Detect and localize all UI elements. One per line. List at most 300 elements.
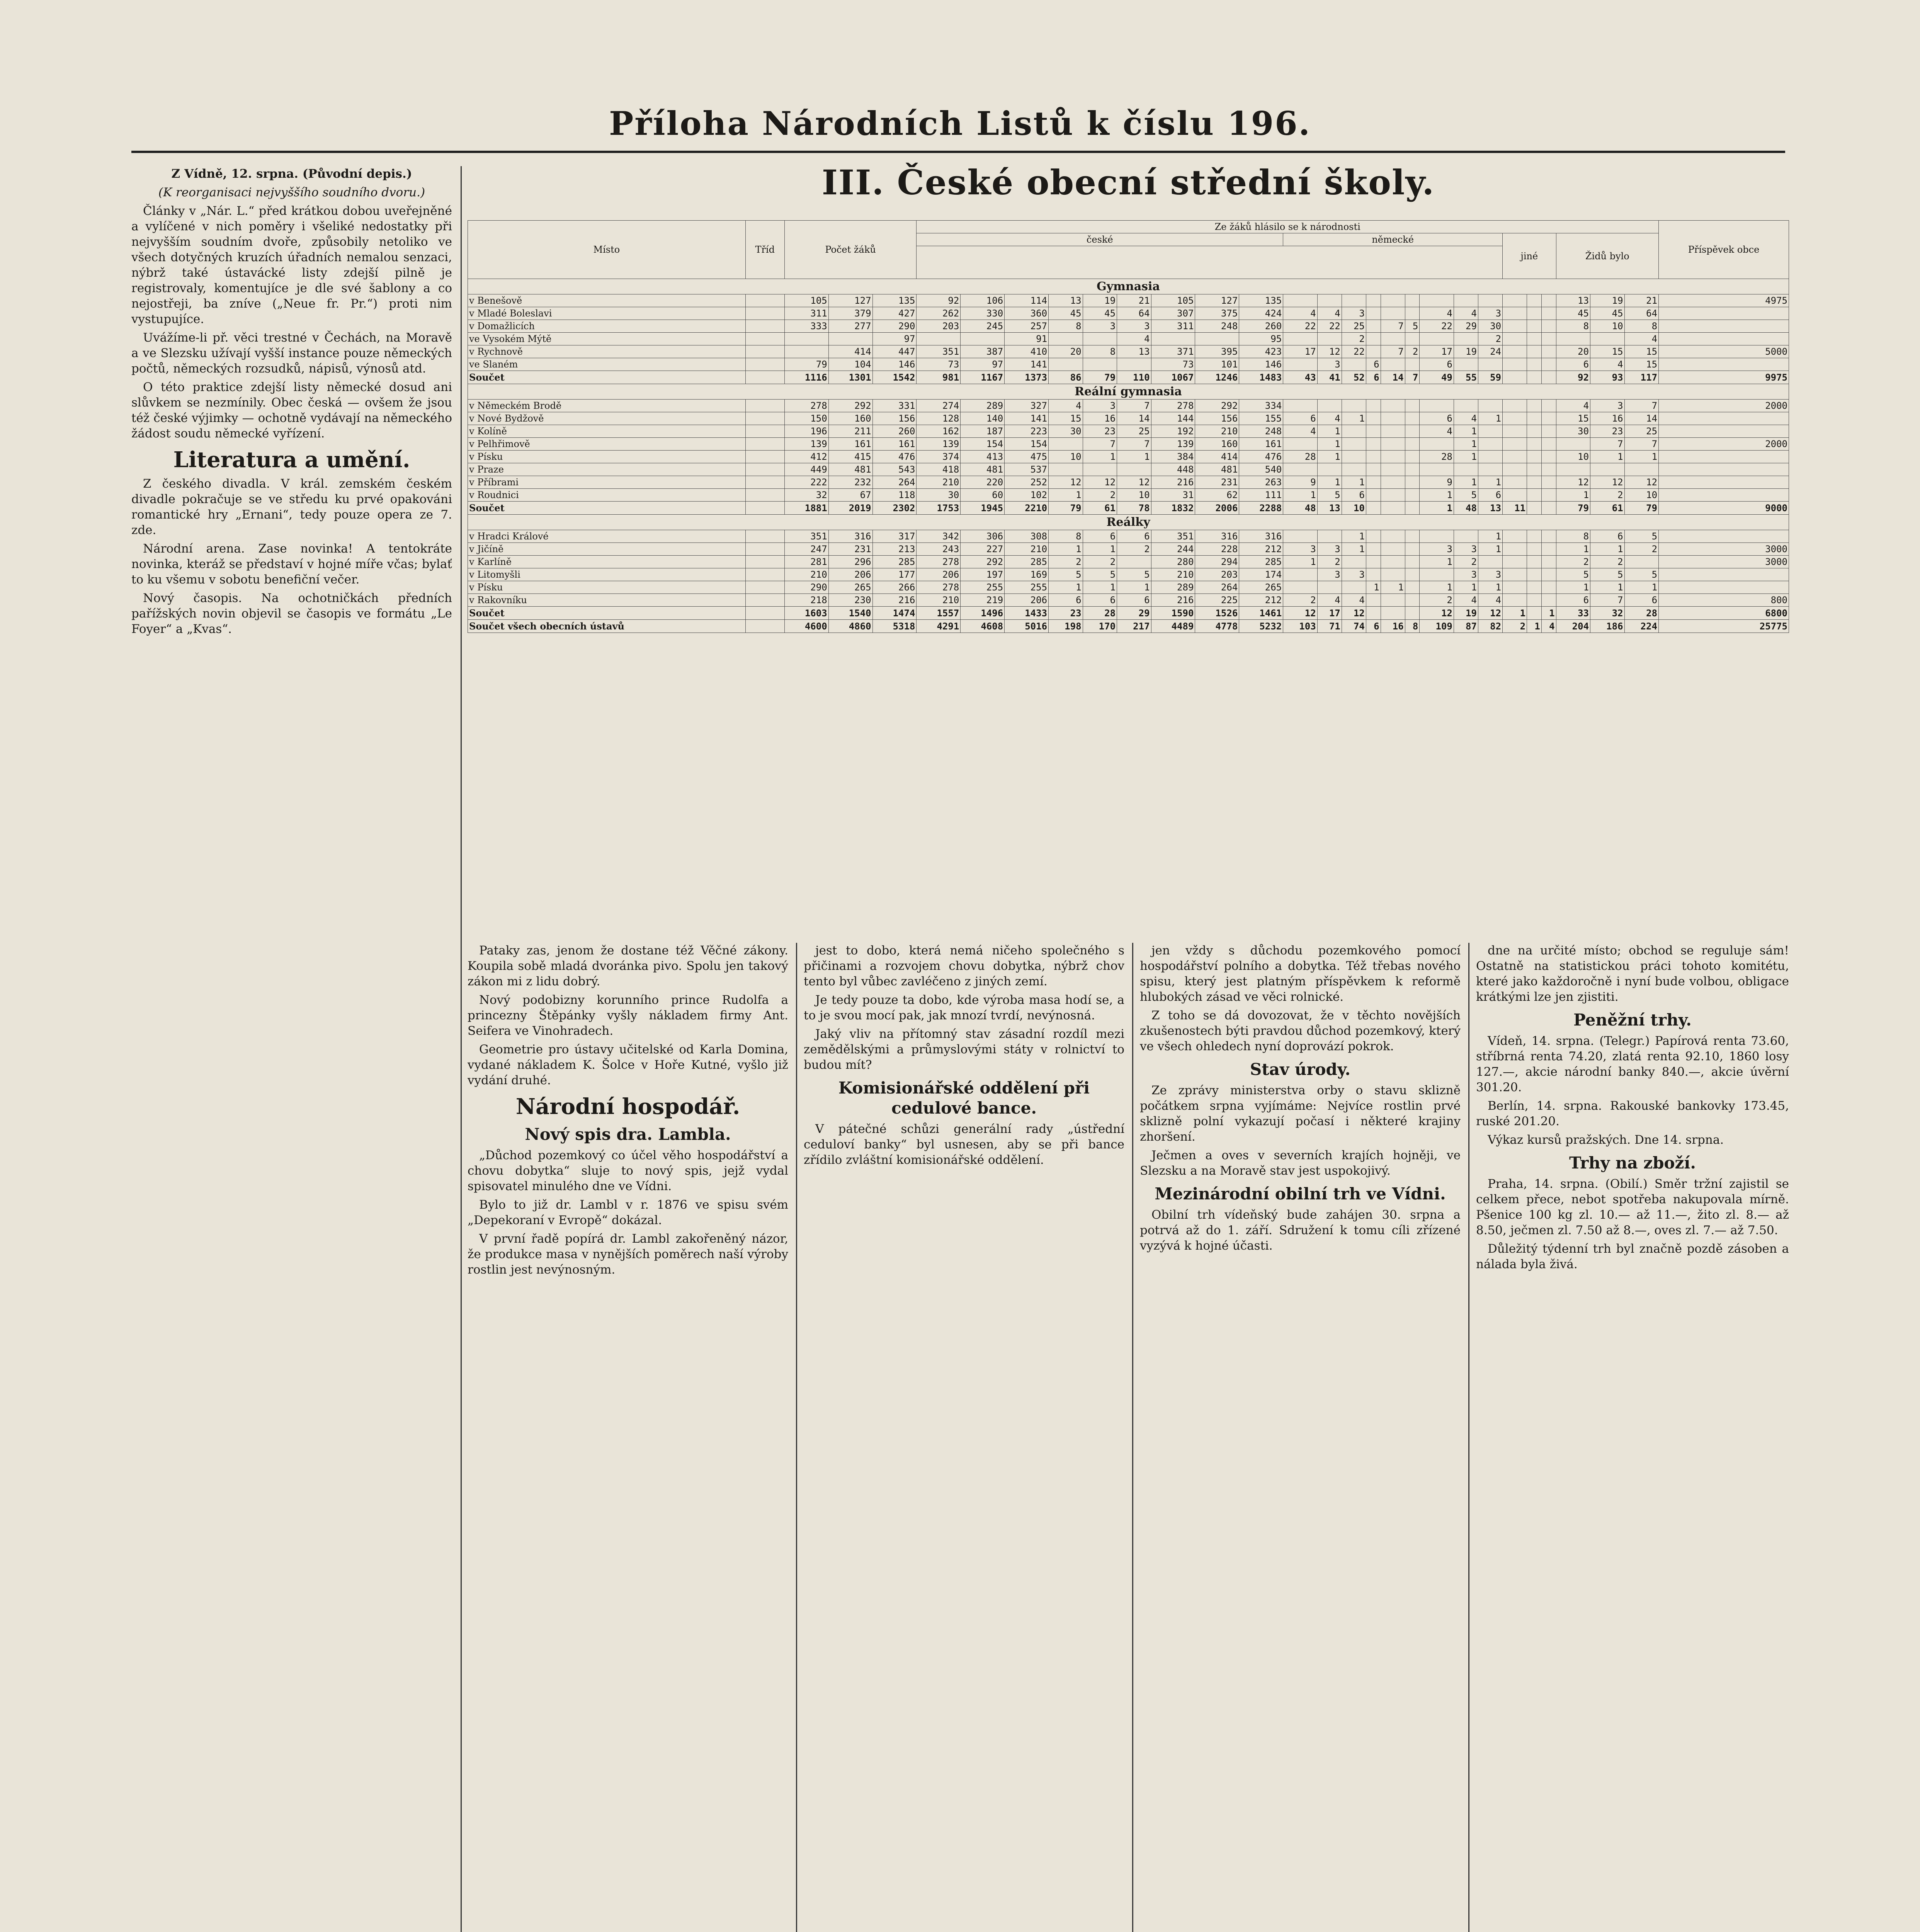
- table-cell: 1: [1420, 581, 1454, 594]
- table-cell: 1: [1454, 451, 1478, 463]
- table-cell: 3000: [1659, 543, 1789, 556]
- col-jews: Židů bylo: [1556, 233, 1659, 279]
- table-cell: 1: [1556, 581, 1590, 594]
- table-cell: [1381, 294, 1405, 307]
- table-cell: 3: [1454, 568, 1478, 581]
- table-cell: [1366, 607, 1381, 620]
- paragraph: Uvážíme-li př. věci trestné v Čechách, na Moravě a ve Slezsku užívají vyšší instance pouze německých počtů, německých rozsudků, nápisů, výnosů atd.: [131, 331, 452, 376]
- table-cell: [1503, 371, 1527, 384]
- group-heading: Gymnasia: [468, 279, 1789, 294]
- table-cell: 1: [1083, 543, 1117, 556]
- paragraph: Je tedy pouze ta dobo, kde výroba masa hodí se, a to je svou mocí pak, jak mnozí tvrdí, nevýnosná.: [804, 993, 1124, 1022]
- col-other: jiné: [1503, 233, 1556, 279]
- table-cell: [1454, 294, 1478, 307]
- table-cell: 476: [872, 451, 917, 463]
- table-cell: 292: [1195, 400, 1239, 412]
- table-cell: [1381, 307, 1405, 320]
- table-cell: [1527, 358, 1542, 371]
- table-cell: [1659, 307, 1789, 320]
- col-place: Místo: [468, 221, 746, 279]
- paragraph: Důležitý týdenní trh byl značně pozdě zásoben a nálada byla živá.: [1476, 1242, 1789, 1271]
- paragraph: Vídeň, 14. srpna. (Telegr.) Papírová renta 73.60, stříbrná renta 74.20, zlatá renta 92.10, 1860 losy 127.—, akcie národní banky 840.—, akcie úvěrní 301.20.: [1476, 1034, 1789, 1094]
- table-cell: 216: [1151, 594, 1195, 607]
- table-cell: 387: [961, 345, 1005, 358]
- table-cell: 29: [1454, 320, 1478, 333]
- table-cell: 4860: [828, 620, 872, 633]
- table-cell: 1: [1366, 581, 1381, 594]
- table-cell: 4: [1317, 412, 1342, 425]
- table-cell: [1454, 463, 1478, 476]
- table-cell: 17: [1317, 607, 1342, 620]
- table-cell: [1541, 502, 1556, 515]
- table-cell: [1527, 371, 1542, 384]
- table-cell: 4975: [1659, 294, 1789, 307]
- table-cell: 97: [872, 333, 917, 345]
- table-cell: 2: [1454, 556, 1478, 568]
- table-cell: 156: [872, 412, 917, 425]
- table-sum-row: [468, 502, 1789, 515]
- table-cell: 5: [1405, 320, 1420, 333]
- table-cell: [1503, 294, 1527, 307]
- table-cell: [1541, 345, 1556, 358]
- table-cell: 2000: [1659, 438, 1789, 451]
- table-cell: [1405, 358, 1420, 371]
- table-row: [468, 543, 1789, 556]
- row-place: v Rychnově: [468, 345, 746, 358]
- table-cell: [1541, 294, 1556, 307]
- table-cell: 12: [1117, 476, 1151, 489]
- table-cell: [1405, 463, 1420, 476]
- table-cell: 1: [1590, 581, 1625, 594]
- table-cell: 13: [1556, 294, 1590, 307]
- table-cell: [1366, 476, 1381, 489]
- table-cell: 427: [872, 307, 917, 320]
- table-cell: [1527, 568, 1542, 581]
- table-cell: [1541, 412, 1556, 425]
- table-cell: 8: [1083, 345, 1117, 358]
- row-classes: [745, 476, 784, 489]
- table-cell: 334: [1239, 400, 1283, 412]
- table-cell: 62: [1195, 489, 1239, 502]
- table-cell: 6: [1366, 620, 1381, 633]
- row-place: v Nové Bydžově: [468, 412, 746, 425]
- table-cell: 6: [1049, 594, 1083, 607]
- row-place: v Jičíně: [468, 543, 746, 556]
- table-cell: 160: [828, 412, 872, 425]
- table-cell: 161: [1239, 438, 1283, 451]
- table-cell: 4: [1454, 307, 1478, 320]
- table-cell: [1366, 489, 1381, 502]
- table-sum-row: [468, 607, 1789, 620]
- table-cell: 16: [1590, 412, 1625, 425]
- table-row: [468, 345, 1789, 358]
- table-cell: 3: [1317, 358, 1342, 371]
- row-classes: [745, 463, 784, 476]
- table-cell: 414: [828, 345, 872, 358]
- paragraph: O této praktice zdejší listy německé dosud ani slůvkem se nezmínily. Obec česká — ovšem že jsou též české výjimky — ochotně vydávají na německého žádost soudu německé vyřízení.: [131, 380, 452, 440]
- table-cell: [1381, 358, 1405, 371]
- row-classes: [745, 489, 784, 502]
- table-cell: 263: [1239, 476, 1283, 489]
- table-cell: 144: [1151, 412, 1195, 425]
- table-cell: 10: [1117, 489, 1151, 502]
- table-cell: [1541, 358, 1556, 371]
- table-cell: 30: [1049, 425, 1083, 438]
- table-cell: [1342, 451, 1366, 463]
- table-cell: [1659, 476, 1789, 489]
- table-cell: 410: [1005, 345, 1049, 358]
- table-cell: [1527, 502, 1542, 515]
- table-cell: 30: [1478, 320, 1502, 333]
- table-cell: 5: [1117, 568, 1151, 581]
- table-cell: 210: [1151, 568, 1195, 581]
- row-place: v Roudnici: [468, 489, 746, 502]
- table-cell: [1342, 358, 1366, 371]
- table-cell: 4: [1624, 333, 1659, 345]
- table-cell: 384: [1151, 451, 1195, 463]
- table-cell: 1: [1556, 543, 1590, 556]
- table-cell: [1420, 530, 1454, 543]
- table-cell: 342: [917, 530, 961, 543]
- table-cell: 265: [1239, 581, 1283, 594]
- table-cell: 206: [1005, 594, 1049, 607]
- table-cell: 6: [1366, 358, 1381, 371]
- table-cell: 203: [1195, 568, 1239, 581]
- table-cell: 60: [961, 489, 1005, 502]
- row-place: v Domažlicích: [468, 320, 746, 333]
- group-heading: Reální gymnasia: [468, 384, 1789, 400]
- table-cell: [1478, 556, 1502, 568]
- table-cell: [1405, 307, 1420, 320]
- table-cell: 1116: [784, 371, 828, 384]
- table-cell: [1541, 371, 1556, 384]
- table-cell: 1: [1381, 581, 1405, 594]
- table-cell: 174: [1239, 568, 1283, 581]
- section-heading: Peněžní trhy.: [1573, 1010, 1692, 1029]
- table-cell: 3: [1478, 568, 1502, 581]
- table-cell: 540: [1239, 463, 1283, 476]
- table-cell: [1541, 543, 1556, 556]
- table-cell: 139: [784, 438, 828, 451]
- table-cell: 227: [961, 543, 1005, 556]
- table-cell: 5016: [1005, 620, 1049, 633]
- table-cell: 4: [1317, 307, 1342, 320]
- table-cell: 41: [1317, 371, 1342, 384]
- table-cell: [1503, 530, 1527, 543]
- table-cell: 45: [1590, 307, 1625, 320]
- table-cell: [1283, 400, 1318, 412]
- paragraph: Bylo to již dr. Lambl v r. 1876 ve spisu svém „Depekoraní v Evropě“ dokázal.: [468, 1198, 788, 1227]
- table-cell: [1556, 438, 1590, 451]
- table-cell: [1342, 425, 1366, 438]
- table-cell: 7: [1381, 320, 1405, 333]
- column-divider: [796, 943, 797, 1932]
- table-cell: [1083, 358, 1117, 371]
- table-cell: 224: [1624, 620, 1659, 633]
- row-classes: [745, 333, 784, 345]
- table-cell: [1049, 333, 1083, 345]
- table-cell: [1541, 463, 1556, 476]
- table-cell: 412: [784, 451, 828, 463]
- table-cell: 110: [1117, 371, 1151, 384]
- paragraph: Berlín, 14. srpna. Rakouské bankovky 173.45, ruské 201.20.: [1476, 1099, 1789, 1128]
- table-cell: 2: [1083, 556, 1117, 568]
- table-cell: 45: [1049, 307, 1083, 320]
- table-cell: 981: [917, 371, 961, 384]
- table-cell: 79: [1624, 502, 1659, 515]
- paragraph: Geometrie pro ústavy učitelské od Karla Domina, vydané nákladem K. Šolce v Hoře Kutné, vyšlo již vydání druhé.: [468, 1043, 788, 1087]
- section-heading: Mezinárodní obilní trh ve Vídni.: [1155, 1184, 1446, 1203]
- table-cell: [1366, 412, 1381, 425]
- table-cell: 316: [828, 530, 872, 543]
- row-place: ve Vysokém Mýtě: [468, 333, 746, 345]
- table-cell: 12: [1478, 607, 1502, 620]
- column-5: [1476, 943, 1789, 1275]
- table-cell: 3: [1590, 400, 1625, 412]
- table-cell: 19: [1454, 607, 1478, 620]
- table-cell: 20: [1556, 345, 1590, 358]
- table-cell: [1527, 543, 1542, 556]
- paragraph: jen vždy s důchodu pozemkového pomocí hospodářství polního a dobytka. Též třebas nového spisu, který jest platným příspěvkem k reformě hlubokých zásad ve věci rolnické.: [1140, 944, 1461, 1004]
- table-cell: 43: [1283, 371, 1318, 384]
- table-cell: [1317, 581, 1342, 594]
- table-cell: [1527, 345, 1542, 358]
- table-cell: [1527, 425, 1542, 438]
- column-divider: [1468, 943, 1469, 1932]
- table-cell: 316: [1195, 530, 1239, 543]
- table-cell: 1: [1283, 489, 1318, 502]
- table-cell: 6: [1117, 530, 1151, 543]
- column-3: [804, 943, 1124, 1171]
- table-cell: 210: [784, 568, 828, 581]
- table-cell: 4608: [961, 620, 1005, 633]
- row-place: Součet: [468, 607, 746, 620]
- table-cell: 6: [1342, 489, 1366, 502]
- table-cell: 260: [872, 425, 917, 438]
- table-cell: 1: [1420, 556, 1454, 568]
- column-divider: [1132, 943, 1133, 1932]
- table-cell: 16: [1381, 620, 1405, 633]
- table-cell: 128: [917, 412, 961, 425]
- table-cell: 5000: [1659, 345, 1789, 358]
- table-cell: [1381, 451, 1405, 463]
- table-cell: [1405, 607, 1420, 620]
- row-place: ve Slaném: [468, 358, 746, 371]
- table-cell: 1496: [961, 607, 1005, 620]
- table-cell: 3: [1317, 568, 1342, 581]
- table-cell: 5318: [872, 620, 917, 633]
- table-cell: 141: [1005, 412, 1049, 425]
- row-classes: [745, 530, 784, 543]
- table-cell: 31: [1151, 489, 1195, 502]
- table-cell: [1366, 451, 1381, 463]
- table-cell: [1317, 333, 1342, 345]
- row-place: v Pelhřimově: [468, 438, 746, 451]
- table-cell: 13: [1049, 294, 1083, 307]
- table-cell: [1659, 412, 1789, 425]
- table-cell: 4: [1420, 425, 1454, 438]
- table-cell: [1381, 489, 1405, 502]
- table-cell: 104: [828, 358, 872, 371]
- table-cell: [1527, 594, 1542, 607]
- table-cell: 4600: [784, 620, 828, 633]
- table-cell: 24: [1478, 345, 1502, 358]
- paragraph: Jaký vliv na přítomný stav zásadní rozdíl mezi zemědělskými a průmyslovými státy v rolnictví to budou mít?: [804, 1027, 1124, 1072]
- table-cell: 49: [1420, 371, 1454, 384]
- table-cell: 1557: [917, 607, 961, 620]
- table-cell: [1405, 333, 1420, 345]
- table-cell: 8: [1624, 320, 1659, 333]
- table-cell: 424: [1239, 307, 1283, 320]
- table-cell: [1541, 556, 1556, 568]
- table-cell: 155: [1239, 412, 1283, 425]
- table-cell: [1503, 543, 1527, 556]
- table-cell: 32: [784, 489, 828, 502]
- table-cell: 285: [872, 556, 917, 568]
- paragraph: Nový časopis. Na ochotničkách předních pařížských novin objevil se časopis ve formátu „Le Foyer“ a „Kvas“.: [131, 591, 452, 636]
- table-cell: 14: [1624, 412, 1659, 425]
- table-cell: 117: [1624, 371, 1659, 384]
- table-cell: 2: [1503, 620, 1527, 633]
- table-cell: 177: [872, 568, 917, 581]
- table-cell: 32: [1590, 607, 1625, 620]
- table-cell: 418: [917, 463, 961, 476]
- table-cell: 225: [1195, 594, 1239, 607]
- table-cell: 192: [1151, 425, 1195, 438]
- table-cell: 105: [784, 294, 828, 307]
- table-cell: 15: [1624, 358, 1659, 371]
- table-cell: [1405, 543, 1420, 556]
- table-cell: 15: [1624, 345, 1659, 358]
- table-cell: 95: [1239, 333, 1283, 345]
- table-cell: 87: [1454, 620, 1478, 633]
- table-cell: [1527, 307, 1542, 320]
- table-cell: [1366, 425, 1381, 438]
- table-cell: 12: [1556, 476, 1590, 489]
- table-cell: 3: [1478, 307, 1502, 320]
- table-cell: [1659, 425, 1789, 438]
- table-cell: 265: [828, 581, 872, 594]
- table-cell: 10: [1342, 502, 1366, 515]
- table-cell: 118: [872, 489, 917, 502]
- paragraph: dne na určité místo; obchod se reguluje sám! Ostatně na statistickou práci tohoto komitétu, které jako každoročně i nyní bude volbou, obligace krátkými lze jen zjistiti.: [1476, 944, 1789, 1004]
- table-cell: 15: [1049, 412, 1083, 425]
- table-cell: 139: [917, 438, 961, 451]
- row-classes: [745, 502, 784, 515]
- table-cell: [1503, 412, 1527, 425]
- table-cell: 30: [917, 489, 961, 502]
- table-cell: 1753: [917, 502, 961, 515]
- table-cell: [1503, 568, 1527, 581]
- table-cell: [1556, 333, 1590, 345]
- table-cell: [1659, 581, 1789, 594]
- article-subheading: (K reorganisaci nejvyššího soudního dvoru.): [158, 185, 425, 199]
- table-group-row: [468, 384, 1789, 400]
- table-cell: 255: [1005, 581, 1049, 594]
- paragraph: Národní arena. Zase novinka! A tentokráte novinka, kteráž se představí v hojné míře včas; bylať to ku všemu v sobotu benefiční večer.: [131, 542, 452, 587]
- table-cell: 22: [1283, 320, 1318, 333]
- row-classes: [745, 556, 784, 568]
- table-cell: 1474: [872, 607, 917, 620]
- table-cell: [1454, 358, 1478, 371]
- table-row: [468, 438, 1789, 451]
- table-cell: 22: [1317, 320, 1342, 333]
- table-cell: 82: [1478, 620, 1502, 633]
- table-cell: 537: [1005, 463, 1049, 476]
- table-cell: 2: [1590, 556, 1625, 568]
- table-cell: 1483: [1239, 371, 1283, 384]
- row-classes: [745, 451, 784, 463]
- paragraph: Z českého divadla. V král. zemském českém divadle pokračuje se ve středu ku prvé opakováni romantické hry „Ernani“, tedy pouze opera ze 7. zde.: [131, 477, 452, 537]
- table-cell: 475: [1005, 451, 1049, 463]
- table-cell: 114: [1005, 294, 1049, 307]
- table-cell: 375: [1195, 307, 1239, 320]
- table-cell: 206: [828, 568, 872, 581]
- section-subheading: Nový spis dra. Lambla.: [525, 1125, 731, 1144]
- table-cell: [1420, 438, 1454, 451]
- table-cell: 351: [784, 530, 828, 543]
- table-cell: [1117, 463, 1151, 476]
- table-cell: 1: [1117, 451, 1151, 463]
- table-cell: [1503, 451, 1527, 463]
- table-cell: 7: [1624, 400, 1659, 412]
- table-cell: 21: [1624, 294, 1659, 307]
- table-title: III. České obecní střední školy.: [821, 162, 1435, 202]
- table-cell: 12: [1624, 476, 1659, 489]
- table-cell: [1541, 451, 1556, 463]
- table-cell: [1527, 556, 1542, 568]
- table-row: [468, 476, 1789, 489]
- table-cell: [1503, 581, 1527, 594]
- table-cell: 1: [1454, 425, 1478, 438]
- col-czech: české: [917, 233, 1283, 246]
- table-cell: [1541, 425, 1556, 438]
- table-cell: 5: [1049, 568, 1083, 581]
- table-cell: [1590, 463, 1625, 476]
- table-cell: [1283, 568, 1318, 581]
- table-grand-total-row: [468, 620, 1789, 633]
- table-cell: 13: [1117, 345, 1151, 358]
- table-cell: 135: [1239, 294, 1283, 307]
- table-cell: 1: [1503, 607, 1527, 620]
- table-cell: 9975: [1659, 371, 1789, 384]
- table-cell: [1527, 607, 1542, 620]
- table-cell: 206: [917, 568, 961, 581]
- table-cell: 4: [1454, 412, 1478, 425]
- table-cell: [1659, 463, 1789, 476]
- table-cell: 316: [1239, 530, 1283, 543]
- table-cell: [1503, 307, 1527, 320]
- row-place: Součet: [468, 371, 746, 384]
- table-cell: 245: [961, 320, 1005, 333]
- row-classes: [745, 568, 784, 581]
- table-cell: 4: [1117, 333, 1151, 345]
- paragraph: V pátečné schůzi generální rady „ústřední ceduloví banky“ byl usnesen, aby se při bance zřídilo zvláštní komisionářské oddělení.: [804, 1122, 1124, 1167]
- table-cell: 4: [1342, 594, 1366, 607]
- table-cell: 231: [1195, 476, 1239, 489]
- row-place: v Příbrami: [468, 476, 746, 489]
- table-cell: 543: [872, 463, 917, 476]
- paragraph: Výkaz kursů pražských. Dne 14. srpna.: [1488, 1133, 1724, 1147]
- column-2: [468, 943, 788, 1281]
- table-cell: [1283, 358, 1318, 371]
- table-cell: [1366, 556, 1381, 568]
- table-cell: 17: [1283, 345, 1318, 358]
- table-cell: 6: [1556, 358, 1590, 371]
- table-cell: 197: [961, 568, 1005, 581]
- table-cell: 277: [828, 320, 872, 333]
- table-cell: 285: [1005, 556, 1049, 568]
